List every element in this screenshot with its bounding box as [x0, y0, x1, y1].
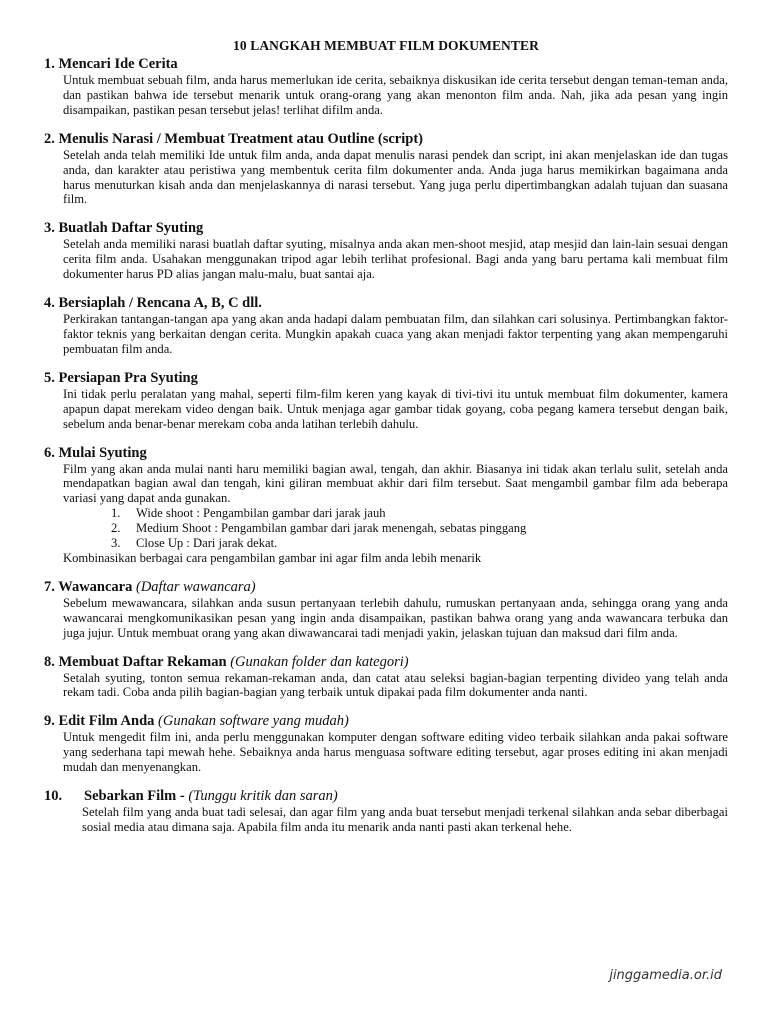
section-body: Setelah film yang anda buat tadi selesai, dan agar film yang anda buat tersebut menjadi terkenal silahkan anda sebar diberbagai sosial media atau dimana saja. Apabila film anda itu menarik anda nanti pasti akan terkenal hehe. [82, 805, 728, 834]
heading-text: 9. Edit Film Anda [44, 713, 155, 730]
section-body: Untuk mengedit film ini, anda perlu menggunakan komputer dengan software editing video terbaik silahkan anda pakai software yang sederhana tapi mewah hehe. Sebaiknya anda harus menguasa software editing tersebut, agar proses editing ini akan menjadi mudah dan menyenangkan. [63, 730, 728, 775]
section-10 [44, 788, 728, 835]
list-item [111, 536, 728, 551]
list-item [111, 506, 728, 521]
list-item [111, 521, 728, 536]
list-text: Medium Shoot : Pengambilan gambar dari jarak menengah, sebatas pinggang [136, 521, 527, 536]
heading-subtitle: (Tunggu kritik dan saran) [188, 788, 338, 805]
section-7 [44, 579, 728, 641]
section-body: Setelah anda telah memiliki Ide untuk film anda, anda dapat menulis narasi pendek dan script, ini akan menjelaskan ide dan tugas anda, dan karakter atau peristiwa yang membentuk cerita film dokumenter anda. Anda juga harus memikirkan bagaimana anda harus menuturkan kisah anda dan menjelaskannya di narasi tersebut. Yang juga perlu dipertimbangkan adalah tujuan dan suasana film. [63, 147, 728, 207]
list-text: Close Up : Dari jarak dekat. [136, 536, 278, 551]
heading-text: 7. Wawancara [44, 578, 133, 595]
site-watermark: jinggamedia.or.id [609, 968, 722, 983]
section-body: Ini tidak perlu peralatan yang mahal, seperti film-film keren yang kayak di tivi-tivi itu untuk membuat film dokumenter, kamera apapun dapat merekam video dengan baik. Untuk menjaga agar gambar tidak goyang, coba pegang kamera tersebut dengan baik, sebelum anda benar-benar merekam coba anda latihan terlebih dahulu. [63, 386, 728, 431]
heading-text: Sebarkan Film - [84, 788, 185, 805]
section-body: Film yang akan anda mulai nanti haru memiliki bagian awal, tengah, dan akhir. Biasanya ini tidak akan terlalu sulit, setelah anda mendapatkan bagian awal dan tengah, kini giliran membuat akhir dari film tersebut. Saat mengambil gambar film ada beberapa variasi yang dapat anda gunakan. [63, 461, 728, 506]
section-1 [44, 56, 728, 118]
heading-subtitle: (Gunakan software yang mudah) [158, 713, 349, 730]
list-number: 1. [111, 506, 121, 521]
section-heading: 2. Menulis Narasi / Membuat Treatment atau Outline (script) [44, 130, 423, 147]
section-5 [44, 370, 728, 432]
heading-number: 10. [44, 788, 63, 805]
section-3 [44, 220, 728, 282]
section-9 [44, 713, 728, 775]
section-2 [44, 131, 728, 208]
section-body: Untuk membuat sebuah film, anda harus memerlukan ide cerita, sebaiknya diskusikan ide cerita tersebut dengan teman-teman anda, dan pastikan bahwa ide tersebut menarik untuk orang-orang yang akan menonton film anda. Nah, jika ada pesan yang ingin disampaikan, pastikan pesan tersebut jelas! terlihat difilm anda. [63, 73, 728, 117]
document-title: 10 LANGKAH MEMBUAT FILM DOKUMENTER [233, 38, 539, 53]
list-number: 3. [111, 536, 121, 551]
section-heading [44, 654, 728, 671]
shot-types-list [44, 506, 728, 551]
section-closing: Kombinasikan berbagai cara pengambilan gambar ini agar film anda lebih menarik [63, 550, 482, 565]
section-heading: 5. Persiapan Pra Syuting [44, 369, 198, 386]
heading-subtitle: (Gunakan folder dan kategori) [230, 653, 409, 670]
section-heading: 3. Buatlah Daftar Syuting [44, 220, 204, 237]
heading-subtitle: (Daftar wawancara) [135, 578, 256, 595]
section-body: Setelah anda memiliki narasi buatlah daftar syuting, misalnya anda akan men-shoot mesjid, atap mesjid dan lain-lain sesuai dengan cerita film anda. Usahakan menggunakan tripod agar lebih terlihat profesional. Bagi anda yang baru pertama kali membuat film dokumenter harus PD alias jangan malu-malu, buat santai aja. [63, 237, 728, 282]
section-heading: 6. Mulai Syuting [44, 444, 147, 461]
section-8 [44, 654, 728, 701]
section-heading [44, 579, 728, 596]
list-number: 2. [111, 521, 121, 536]
section-heading [44, 788, 728, 805]
section-heading: 4. Bersiaplah / Rencana A, B, C dll. [44, 295, 262, 312]
section-body: Perkirakan tantangan-tangan apa yang akan anda hadapi dalam pembuatan film, dan silahkan cari solusinya. Pertimbangkan faktor-faktor teknis yang berkaitan dengan cerita. Mungkin apakah cuaca yang akan menjadi faktor terpenting yang akan mempengaruhi pembuatan film anda. [63, 312, 728, 356]
section-heading: 1. Mencari Ide Cerita [44, 56, 178, 72]
section-body: Setalah syuting, tonton semua rekaman-rekaman anda, dan catat atau seleksi bagian-bagian terpenting divideo yang telah anda rekam tadi. Coba anda pilih bagian-bagian yang terbaik untuk dipakai pada film dokumenter anda nanti. [63, 670, 728, 700]
section-6 [44, 445, 728, 566]
heading-text: 8. Membuat Daftar Rekaman [44, 653, 227, 670]
section-body: Sebelum mewawancara, silahkan anda susun pertanyaan terlebih dahulu, rumuskan pertanyaan anda, sehingga orang yang anda wawancarai mengkomunikasikan pesan yang ingin anda disampaikan, pastikan bahwa orang yang anda wawancara terbuka dan juga jujur. Untuk membuat orang yang akan diwawancarai tadi menjadi yakin, jelaskan tujuan dan maksud dari film anda. [63, 595, 728, 640]
list-text: Wide shoot : Pengambilan gambar dari jarak jauh [136, 506, 386, 521]
section-heading [44, 713, 728, 730]
document-page [44, 38, 728, 848]
section-4 [44, 295, 728, 357]
